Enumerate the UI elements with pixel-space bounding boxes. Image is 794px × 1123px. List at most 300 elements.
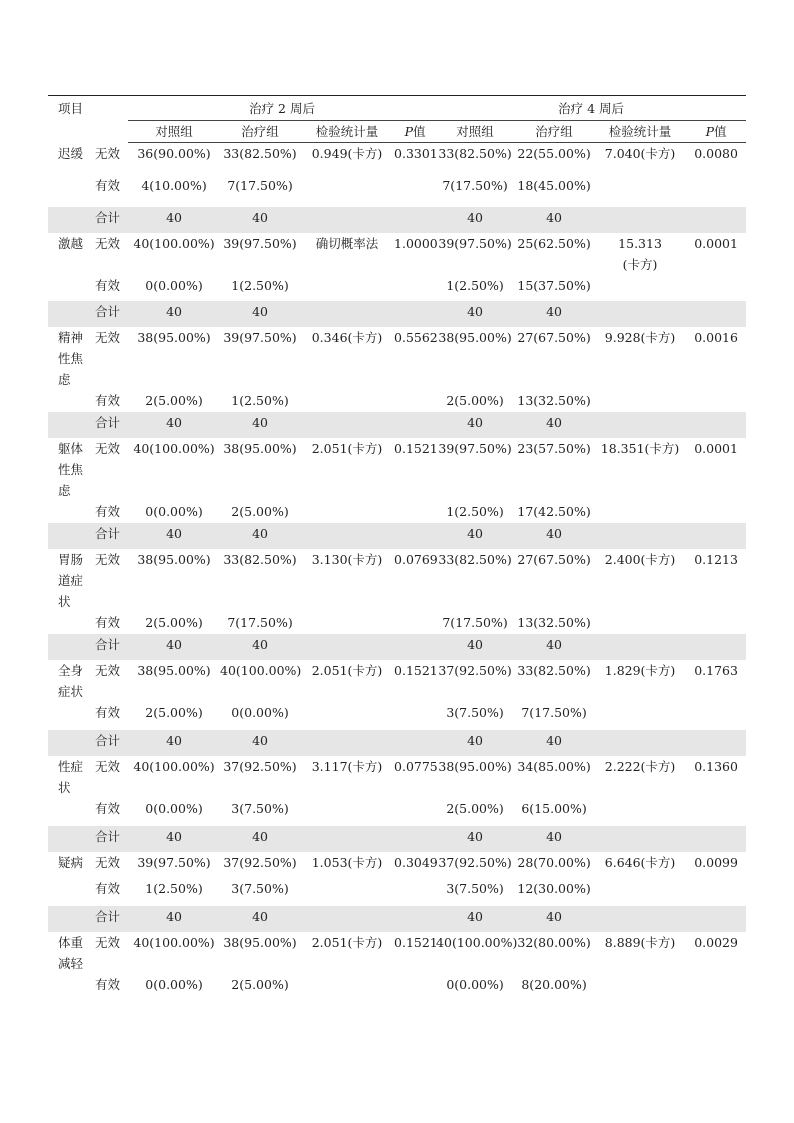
- group-name: 全身 症状: [58, 662, 84, 699]
- table-cell: 40: [514, 301, 594, 327]
- table-cell: 0(0.00%): [231, 704, 289, 720]
- table-cell: [394, 798, 436, 826]
- table-cell: 40: [220, 826, 300, 852]
- table-cell: 4(10.00%): [141, 177, 207, 193]
- table-cell: 15(37.50%): [517, 277, 591, 293]
- group-name-spacer: [48, 412, 95, 438]
- table-row: [48, 549, 746, 612]
- table-cell: 40: [128, 412, 220, 438]
- table-cell: 7.040(卡方): [604, 146, 676, 161]
- table-cell: [594, 906, 686, 932]
- table-cell: 0.1360: [694, 758, 738, 774]
- table-cell: 0.0001: [694, 440, 738, 456]
- table-row: [48, 932, 746, 974]
- group-name: 激越: [58, 235, 84, 251]
- group-name: 疑病: [58, 854, 84, 870]
- table-cell: 39(97.50%): [137, 854, 211, 870]
- table-cell: [594, 634, 686, 660]
- row-label: 无效: [95, 551, 121, 567]
- group-name: 躯体 性焦 虑: [58, 440, 84, 498]
- table-cell: 39(97.50%): [223, 329, 297, 345]
- table-cell: 3(7.50%): [446, 704, 504, 720]
- table-cell: [394, 390, 436, 412]
- row-label: 合计: [95, 634, 128, 660]
- table-cell: 40: [220, 301, 300, 327]
- table-cell: [686, 730, 746, 756]
- table-cell: 39(97.50%): [223, 235, 297, 251]
- table-cell: 40(100.00%): [133, 758, 215, 774]
- table-cell: [686, 702, 746, 730]
- table-cell: 0(0.00%): [145, 277, 203, 293]
- table-row: [48, 233, 746, 275]
- table-cell: [686, 390, 746, 412]
- row-label: 有效: [95, 177, 121, 193]
- comparison-table: [48, 95, 746, 1000]
- table-row: [48, 438, 746, 501]
- row-label: 有效: [95, 392, 121, 408]
- group-name-spacer: [48, 906, 95, 932]
- column-header: [686, 121, 746, 143]
- table-cell: 40: [436, 301, 514, 327]
- table-row: [48, 852, 746, 878]
- table-cell: 40: [436, 634, 514, 660]
- table-cell: [300, 974, 394, 1000]
- row-label: 有效: [95, 976, 121, 992]
- table-cell: 33(82.50%): [223, 146, 297, 161]
- p-symbol: P: [404, 124, 413, 139]
- table-row: [48, 798, 746, 826]
- table-cell: 40: [436, 412, 514, 438]
- table-cell: [394, 702, 436, 730]
- row-label: 有效: [95, 800, 121, 816]
- group-name-spacer: [48, 702, 95, 730]
- group-name: 精神 性焦 虑: [58, 329, 84, 387]
- table-cell: 2(5.00%): [145, 704, 203, 720]
- column-header-label: 治疗组: [241, 124, 279, 139]
- table-row: [48, 878, 746, 906]
- table-cell: 0.0016: [694, 329, 738, 345]
- table-row: [48, 974, 746, 1000]
- table-cell: 7(17.50%): [227, 614, 293, 630]
- table-cell: 40: [436, 826, 514, 852]
- table-cell: [686, 634, 746, 660]
- table-cell: [594, 974, 686, 1000]
- table-cell: 40(100.00%): [133, 934, 215, 950]
- table-cell: 7(17.50%): [521, 704, 587, 720]
- row-label: 合计: [95, 523, 128, 549]
- table-cell: 1.829(卡方): [604, 662, 676, 678]
- table-cell: 3(7.50%): [231, 800, 289, 816]
- table-cell: 0.0099: [694, 854, 738, 870]
- table-cell: [300, 390, 394, 412]
- table-cell: 40: [436, 523, 514, 549]
- table-cell: [394, 634, 436, 660]
- table-cell: 27(67.50%): [517, 551, 591, 567]
- group-name-spacer: [48, 730, 95, 756]
- table-cell: 3(7.50%): [446, 880, 504, 896]
- table-cell: 40: [128, 826, 220, 852]
- table-cell: 39(97.50%): [438, 440, 512, 456]
- group-name-spacer: [48, 878, 95, 906]
- table-row: [48, 702, 746, 730]
- table-cell: 40: [436, 906, 514, 932]
- group-name-spacer: [48, 390, 95, 412]
- table-row: [48, 275, 746, 301]
- group-name-spacer: [48, 501, 95, 523]
- table-cell: [594, 798, 686, 826]
- table-cell: 6(15.00%): [521, 800, 587, 816]
- column-header: [220, 121, 300, 143]
- table-cell: 40: [514, 412, 594, 438]
- table-cell: 34(85.00%): [517, 758, 591, 774]
- table-row: [48, 501, 746, 523]
- group-name-spacer: [48, 301, 95, 327]
- table-cell: 40: [128, 523, 220, 549]
- table-cell: 38(95.00%): [438, 329, 512, 345]
- table-cell: [594, 702, 686, 730]
- table-cell: 37(92.50%): [223, 854, 297, 870]
- table-cell: 40: [220, 523, 300, 549]
- table-cell: [300, 826, 394, 852]
- table-cell: 25(62.50%): [517, 235, 591, 251]
- table-cell: [686, 501, 746, 523]
- table-cell: 27(67.50%): [517, 329, 591, 345]
- table-cell: [594, 412, 686, 438]
- table-cell: 0.1521: [394, 662, 438, 678]
- table-cell: 40: [128, 730, 220, 756]
- table-cell: [300, 501, 394, 523]
- table-cell: 40: [128, 906, 220, 932]
- table-cell: 0(0.00%): [145, 503, 203, 519]
- row-label: 无效: [95, 758, 121, 774]
- table-cell: [394, 826, 436, 852]
- table-cell: [686, 412, 746, 438]
- table-cell: 40(100.00%): [133, 235, 215, 251]
- total-row: [48, 301, 746, 327]
- table-cell: 8(20.00%): [521, 976, 587, 992]
- table-cell: [394, 974, 436, 1000]
- table-cell: [300, 207, 394, 233]
- group-name-spacer: [48, 207, 95, 233]
- row-label: 无效: [95, 329, 121, 345]
- table-cell: [594, 275, 686, 301]
- table-cell: [594, 501, 686, 523]
- table-cell: 38(95.00%): [137, 662, 211, 678]
- table-cell: [686, 906, 746, 932]
- table-cell: [686, 301, 746, 327]
- table-cell: 40: [220, 906, 300, 932]
- item-header: 项目: [48, 96, 128, 121]
- table-cell: 40: [220, 412, 300, 438]
- column-header-label: 对照组: [456, 124, 494, 139]
- table-cell: [594, 612, 686, 634]
- table-cell: 1(2.50%): [231, 392, 289, 408]
- row-label: 合计: [95, 906, 128, 932]
- row-label: 有效: [95, 614, 121, 630]
- period-2-weeks-header: 治疗 2 周后: [128, 96, 436, 121]
- table-cell: [686, 207, 746, 233]
- table-cell: 9.928(卡方): [604, 329, 676, 345]
- table-cell: [686, 826, 746, 852]
- table-row: [48, 756, 746, 798]
- table-cell: 33(82.50%): [438, 146, 512, 161]
- table-cell: 0(0.00%): [145, 976, 203, 992]
- row-label: 有效: [95, 704, 121, 720]
- table-cell: 2(5.00%): [446, 392, 504, 408]
- group-name: 性症 状: [58, 758, 84, 795]
- table-row: [48, 660, 746, 702]
- row-label: 有效: [95, 503, 121, 519]
- table-cell: 33(82.50%): [438, 551, 512, 567]
- table-cell: 3(7.50%): [231, 880, 289, 896]
- p-symbol: P: [705, 124, 715, 139]
- table-cell: 8.889(卡方): [604, 934, 676, 950]
- table-cell: 7(17.50%): [442, 614, 508, 630]
- table-cell: [394, 730, 436, 756]
- table-cell: [300, 412, 394, 438]
- table-cell: 确切概率法: [315, 235, 379, 251]
- table-body: [48, 143, 746, 1000]
- table-cell: [594, 730, 686, 756]
- table-cell: [594, 175, 686, 207]
- table-cell: 0.949(卡方): [311, 146, 383, 161]
- table-cell: 0.346(卡方): [311, 329, 383, 345]
- table-cell: 0(0.00%): [446, 976, 504, 992]
- table-cell: 0.0769: [394, 551, 438, 567]
- total-row: [48, 412, 746, 438]
- table-cell: [686, 798, 746, 826]
- row-label: 无效: [95, 235, 121, 251]
- table-cell: 38(95.00%): [438, 758, 512, 774]
- table-cell: 37(92.50%): [223, 758, 297, 774]
- row-label: 有效: [95, 277, 121, 293]
- table-row: [48, 175, 746, 207]
- table-cell: 38(95.00%): [137, 329, 211, 345]
- table-cell: 6.646(卡方): [604, 854, 676, 870]
- table-cell: 2(5.00%): [145, 614, 203, 630]
- table-cell: 7(17.50%): [227, 177, 293, 193]
- table-cell: [394, 301, 436, 327]
- table-cell: [686, 523, 746, 549]
- table-cell: 2.051(卡方): [311, 440, 383, 456]
- table-cell: 1(2.50%): [446, 503, 504, 519]
- table-cell: [394, 175, 436, 207]
- row-label: 无效: [95, 662, 121, 678]
- table-cell: 40: [514, 207, 594, 233]
- table-cell: 40: [220, 730, 300, 756]
- table-cell: 0.0001: [694, 235, 738, 251]
- table-cell: [300, 523, 394, 549]
- table-cell: 40: [514, 730, 594, 756]
- group-name: 胃肠 道症 状: [58, 551, 84, 609]
- table-cell: 1.0000: [394, 235, 438, 251]
- table-cell: [300, 878, 394, 906]
- period-4-weeks-header: 治疗 4 周后: [436, 96, 746, 121]
- table-cell: [300, 275, 394, 301]
- group-name: 体重 减轻: [58, 934, 84, 971]
- table-cell: [394, 412, 436, 438]
- column-header-label: 值: [714, 124, 727, 139]
- group-name: 迟缓: [58, 145, 84, 161]
- table-cell: 40(100.00%): [436, 934, 518, 950]
- table-cell: 0.0029: [694, 934, 738, 950]
- table-cell: 18.351(卡方): [600, 440, 680, 456]
- table-cell: [394, 523, 436, 549]
- table-cell: 40(100.00%): [133, 440, 215, 456]
- table-row: [48, 612, 746, 634]
- table-cell: 40: [220, 207, 300, 233]
- total-row: [48, 523, 746, 549]
- table-cell: [394, 906, 436, 932]
- table-cell: 40: [436, 207, 514, 233]
- table-cell: 37(92.50%): [438, 854, 512, 870]
- group-name-spacer: [48, 523, 95, 549]
- total-row: [48, 634, 746, 660]
- table-cell: 36(90.00%): [137, 146, 211, 161]
- table-row: [48, 143, 746, 175]
- table-cell: 0.1763: [694, 662, 738, 678]
- table-cell: 40: [514, 906, 594, 932]
- table-cell: 2.051(卡方): [311, 934, 383, 950]
- table-cell: 3.117(卡方): [311, 758, 383, 774]
- table-row: [48, 327, 746, 390]
- column-header: [436, 121, 514, 143]
- row-label: 无效: [95, 934, 121, 950]
- table-cell: 40: [128, 207, 220, 233]
- table-cell: 7(17.50%): [442, 177, 508, 193]
- table-cell: 0.1213: [694, 551, 738, 567]
- table-cell: 33(82.50%): [517, 662, 591, 678]
- table-cell: 22(55.00%): [517, 146, 591, 161]
- group-name-spacer: [48, 826, 95, 852]
- table-cell: 18(45.00%): [517, 177, 591, 193]
- row-label: 合计: [95, 730, 128, 756]
- column-header-label: 检验统计量: [315, 124, 379, 139]
- table-cell: [300, 798, 394, 826]
- table-cell: 33(82.50%): [223, 551, 297, 567]
- group-name-spacer: [48, 634, 95, 660]
- group-name-spacer: [48, 275, 95, 301]
- table-cell: 0.1521: [394, 440, 438, 456]
- table-cell: [300, 730, 394, 756]
- row-label: 合计: [95, 301, 128, 327]
- table-cell: [594, 878, 686, 906]
- row-label: 合计: [95, 826, 128, 852]
- column-header: [300, 121, 394, 143]
- table-cell: [300, 175, 394, 207]
- table-cell: 2(5.00%): [145, 392, 203, 408]
- table-cell: [594, 207, 686, 233]
- column-header: [594, 121, 686, 143]
- table-cell: [394, 207, 436, 233]
- header-spacer: [48, 121, 128, 143]
- table-cell: 0.0775: [394, 758, 438, 774]
- table-cell: 0.5562: [394, 329, 438, 345]
- table-cell: 13(32.50%): [517, 392, 591, 408]
- group-name-spacer: [48, 798, 95, 826]
- table-cell: [300, 634, 394, 660]
- table-cell: 2(5.00%): [231, 503, 289, 519]
- group-name-spacer: [48, 612, 95, 634]
- table-cell: [594, 523, 686, 549]
- table-cell: 0.3301: [394, 146, 438, 161]
- table-cell: [594, 390, 686, 412]
- table-cell: 2(5.00%): [231, 976, 289, 992]
- column-header-label: 值: [412, 124, 426, 139]
- table-cell: 32(80.00%): [517, 934, 591, 950]
- table-cell: 2(5.00%): [446, 800, 504, 816]
- table-cell: 15.313 (卡方): [618, 235, 662, 272]
- table-cell: 40: [514, 523, 594, 549]
- table-cell: [686, 612, 746, 634]
- total-row: [48, 826, 746, 852]
- row-label: 合计: [95, 412, 128, 438]
- table-cell: 38(95.00%): [223, 934, 297, 950]
- table-cell: [300, 301, 394, 327]
- column-header: [514, 121, 594, 143]
- table-cell: [394, 878, 436, 906]
- table-cell: 17(42.50%): [517, 503, 591, 519]
- table-row: [48, 390, 746, 412]
- total-row: [48, 906, 746, 932]
- table-cell: 0.0080: [694, 146, 738, 161]
- table-cell: 12(30.00%): [517, 880, 591, 896]
- column-header: [128, 121, 220, 143]
- table-cell: 3.130(卡方): [311, 551, 383, 567]
- table-cell: 2.222(卡方): [604, 758, 676, 774]
- total-row: [48, 730, 746, 756]
- table-cell: [394, 501, 436, 523]
- table-cell: [594, 826, 686, 852]
- table-cell: 38(95.00%): [223, 440, 297, 456]
- table-cell: 0.1521: [394, 934, 438, 950]
- table-cell: 0.3049: [394, 854, 438, 870]
- group-name-spacer: [48, 175, 95, 207]
- table-cell: 0(0.00%): [145, 800, 203, 816]
- table-cell: [394, 612, 436, 634]
- table-cell: 40: [128, 301, 220, 327]
- table-cell: [300, 612, 394, 634]
- table-cell: [300, 702, 394, 730]
- table-cell: [686, 878, 746, 906]
- row-label: 无效: [95, 440, 121, 456]
- table-cell: 2.051(卡方): [311, 662, 383, 678]
- row-label: 合计: [95, 207, 128, 233]
- table-cell: [594, 301, 686, 327]
- table-cell: 40: [220, 634, 300, 660]
- group-name-spacer: [48, 974, 95, 1000]
- row-label: 无效: [95, 145, 121, 161]
- table-cell: 23(57.50%): [517, 440, 591, 456]
- table-cell: 1.053(卡方): [311, 854, 383, 870]
- table-cell: [686, 175, 746, 207]
- table-cell: 40(100.00%): [220, 662, 302, 678]
- table-cell: 39(97.50%): [438, 235, 512, 251]
- table-cell: 40: [128, 634, 220, 660]
- table-cell: 40: [514, 634, 594, 660]
- table-cell: [394, 275, 436, 301]
- column-header: [394, 121, 436, 143]
- row-label: 无效: [95, 854, 121, 870]
- table-cell: 28(70.00%): [517, 854, 591, 870]
- table-cell: 1(2.50%): [446, 277, 504, 293]
- table-cell: 13(32.50%): [517, 614, 591, 630]
- table-cell: 1(2.50%): [145, 880, 203, 896]
- column-header-label: 检验统计量: [608, 124, 672, 139]
- table-cell: [686, 974, 746, 1000]
- column-header-label: 治疗组: [535, 124, 573, 139]
- table-cell: 37(92.50%): [438, 662, 512, 678]
